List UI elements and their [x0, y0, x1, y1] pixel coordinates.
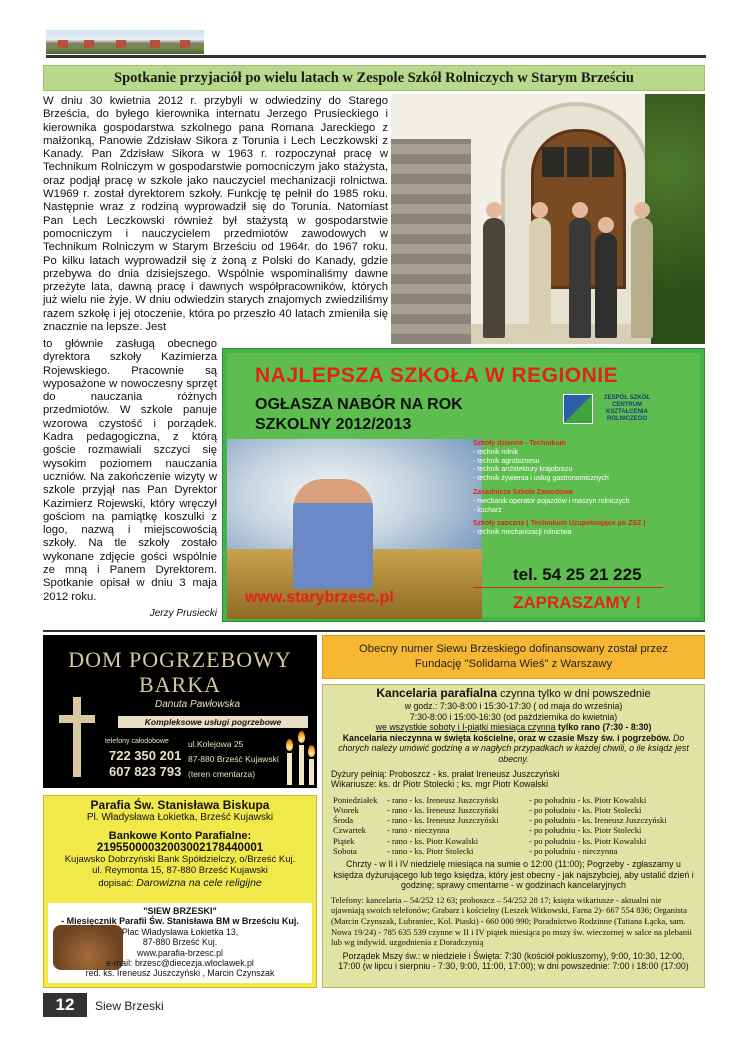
bank-label: Bankowe Konto Parafialne:	[108, 830, 252, 842]
cross-icon	[57, 697, 97, 777]
funeral-name-2: BARKA	[138, 672, 221, 697]
magazine-editor: red. ks. Ireneusz Juszczyński , Marcin Czynszak	[85, 968, 275, 979]
publication-name: Siew Brzeski	[95, 999, 164, 1013]
ad-phone: tel. 54 25 21 225	[513, 565, 642, 584]
funeral-phone-label: telefony całodobowe	[105, 738, 169, 745]
donation-note: dopisać: Darowizna na cele religijne	[98, 877, 262, 889]
flame-icon	[298, 731, 305, 743]
magazine-subtitle: - Miesięcznik Parafii Św. Stanisława BM w Brześciu Kuj.	[61, 916, 299, 927]
ad-headline: NAJLEPSZA SZKOŁA W REGIONIE	[255, 364, 619, 387]
funeral-address-1: ul.Kolejowa 25	[188, 739, 244, 749]
funding-notice: Obecny numer Siewu Brzeskiego dofinansowany został przez Fundację "Solidarna Wieś" z Warszawy	[322, 635, 705, 679]
bank-name: Kujawsko Dobrzyński Bank Spółdzielczy, o/Brześć Kuj.	[64, 854, 296, 865]
article-author: Jerzy Prusiecki	[149, 608, 217, 619]
bank-account: 21955000032003002178440001	[96, 842, 264, 854]
magazine-address-2: 87-880 Brześć Kuj.	[142, 937, 218, 948]
schedule-row: Piątek - rano - ks. Piotr Kowalski - po południu - ks. Piotr Kowalski	[333, 835, 647, 846]
magazine-address-1: Plac Władysława Łokietka 13,	[121, 926, 239, 937]
office-phones: Telefony: kancelaria – 54/252 12 63; proboszcz – 54/252 28 17; księża wikariusze - aktualni nie ujawniają swoich telefonów; Grabarz i kościelny (Leszek Witkowski, Farna 2)- 667 554 836; Organista (Marcin Czynszak, Lubraniec, Kol. Piaski) - 660 000 990; Poradnictwo Rodzinne (Tatiana Łącka, sam. Nowa 19/24) - 785 635 539 czynne w II i IV piątek miesiąca po mszy św. wieczornej w salce na plebanii lub wg indywid. uzgodnienia z Doradczynią	[331, 894, 692, 948]
magazine-website[interactable]: www.parafia-brzesc.pl	[136, 947, 224, 958]
office-duty-2: Wikariusze: ks. dr Piotr Stolecki ; ks. mgr Piotr Kowalski	[331, 779, 549, 790]
ad-divider	[473, 587, 663, 588]
ad-photo-farmer	[293, 479, 373, 589]
office-duty-1: Dyżury pełnią: Proboszcz - ks. prałat Ireneusz Juszczyński	[331, 768, 560, 779]
office-masses: Porządek Mszy św.: w niedziele i Święta: 7:30 (kościół pokluszorny), 9:00, 10:30, 12:00, 17:00 (w lipcu i sierpniu - 7:30, 9:00, 11:00, 17:00); w dni powszednie: 7:00 i 18:00 (17:00)	[338, 950, 689, 972]
office-hours-1: w godz.: 7:30-8:00 i 15:30-17:30 ( od maja do września)	[404, 701, 623, 711]
page-number: 12	[43, 993, 87, 1017]
ad-subhead: OGŁASZA NABÓR NA ROK SZKOLNY 2012/2013	[255, 396, 463, 433]
funeral-name-1: DOM POGRZEBOWY	[68, 647, 292, 672]
magazine-title: "SIEW BRZESKI"	[143, 906, 217, 916]
flame-icon	[308, 745, 315, 757]
article-title: Spotkanie przyjaciół po wielu latach w Zespole Szkół Rolniczych w Starym Brześciu	[114, 69, 634, 86]
school-logo-icon	[563, 394, 593, 424]
ad-closing: ZAPRASZAMY !	[513, 593, 642, 612]
office-saturday: we wszystkie soboty i I-piątki miesiąca czynna tylko rano (7:30 - 8:30)	[375, 722, 652, 733]
funeral-address-2: 87-880 Brześć Kujawski	[188, 754, 279, 764]
header-divider	[46, 55, 706, 58]
schedule-row: Czwartek - rano - nieczynna - po południu - ks. Piotr Stolecki	[333, 825, 642, 836]
parish-info-box	[43, 795, 317, 988]
flame-icon	[286, 739, 293, 751]
schedule-row: Sobota - rano - ks. Piotr Stolecki - po południu - nieczynna	[333, 845, 618, 856]
office-title: Kancelaria parafialna czynna tylko w dni powszednie	[376, 686, 651, 700]
header-photo	[46, 30, 204, 54]
article-title-bar	[43, 65, 705, 91]
article-body-lower: to głównie zasługą obecnego dyrektora szkoły Kazimierza Rojewskiego. Pracownie są wyposażone w nowoczesny sprzęt do nauczania różnych przedmiotów. W szkole panuje wzorowa czystość i porządek. Kadra pedagogiczna, z którą goście rozmawiali szczyci się wysokim poziomem nauczania uczniów. Na zakończenie wizyty w szkole przyjął nas Pan Dyrektor Kazimierz Rojewski, który wręczył gościom na pamiątkę koszulki z logo, nazwą i miejscowością szkoły. Na tle szkoły zostało wykonane zdjęcie gości wspólnie ze mną i Panem Dyrektorem. Spotkanie opisał w dniu 3 maja 2012 roku.	[43, 338, 217, 603]
ad-url[interactable]: www.starybrzesc.pl	[245, 589, 394, 606]
parish-office-box	[322, 684, 705, 988]
schedule-row: Wtorek - rano - ks. Ireneusz Juszczyński - po południu - ks. Piotr Stolecki	[333, 804, 642, 815]
schedule-row: Środa - rano - ks. Ireneusz Juszczyński - po południu - ks. Ireneusz Juszczyński	[333, 815, 667, 826]
magazine-email[interactable]: e-mail: brzesc@diecezja.wloclawek.pl	[106, 958, 254, 969]
funeral-phone-2: 607 823 793	[109, 764, 182, 779]
funeral-service: Kompleksowe usługi pogrzebowe	[118, 716, 308, 728]
parish-name: Parafia Św. Stanisława Biskupa	[90, 798, 270, 812]
funeral-home-ad	[43, 635, 317, 788]
school-advertisement	[222, 348, 705, 622]
office-hours-2: 7:30-8:00 i 15:00-16:30 (od października do kwietnia)	[409, 711, 618, 722]
section-divider	[43, 630, 705, 632]
office-baptisms: Chrzty - w II i IV niedzielę miesiąca na sumie o 12:00 (11:00); Pogrzeby - zgłaszamy u księdza dyżurującego lub tego księdza, który jest obecny - jak najszybciej, aby ustalić dzień i godzinę; sprawy cmentarne - w godzinach kancelaryjnych	[333, 858, 694, 891]
magazine-info	[48, 903, 312, 983]
schedule-row: Poniedziałek - rano - ks. Ireneusz Juszczyński - po południu - ks. Piotr Kowalski	[333, 794, 647, 805]
funeral-phone-1: 722 350 201	[109, 748, 182, 763]
article-body-upper: W dniu 30 kwietnia 2012 r. przybyli w odwiedziny do Starego Brześcia, do byłego kierownika internatu Jerzego Prusieckiego i kierownika gospodarstwa szkolnego pana Romana Jareckiego z małżonką, Panowie Zdzisław Sikora z Torunia i Lech Leczkowski z Kanady. Pan Zdzisław Sikora w 1963 r. rozpoczynał pracę w Technikum Rolniczym w gospodarstwie pomocniczym jako stażysta, oraz podjął pracę w szkole jako nauczyciel mechanizacji rolnictwa. W1969 r. został dyrektorem szkoły. Funkcję tę pełnił do 1985 roku. Następnie wraz z rodziną wyprowadził się do Torunia. Natomiast Pan Lech Leczkowski również był stażystą w gospodarstwie pomocniczym i nauczycielem przedmiotów zawodowych w Technikum Rolniczym w Starym Brześciu od 1964r. do 1967 roku. Po kilku latach wyprowadził się z żoną z Polski do Kanady, gdzie przebywa do dnia dzisiejszego. Wspólnie wspominaliśmy dawne przeżyte lata, dawną pracę i dawnych współpracowników, których już wielu nie żyje. W dniu odwiedzin starych znajomych zwiedziliśmy razem szkołę i jej otoczenie, która po przeszło 40 latach zmieniła się znacznie na lepsze. Jest	[43, 95, 388, 334]
ad-course-list: Szkoły dzienne - Technikum - technik rolnik - technik agrobiznesu - technik architektury krajobrazu - technik żywienia i usług gastronomicznych Zasadnicza Szkoła Zawodowa - mechanik operator pojazdów i maszyn rolniczych - kucharz Szkoły zaoczne ( Technikum Uzupełniające po ZSZ ) - technik mechanizacji rolnictwa	[473, 440, 646, 537]
school-logo: ZESPÓŁ SZKÓŁ CENTRUM KSZTAŁCENIA ROLNICZEGO	[563, 394, 663, 432]
bank-address: ul. Reymonta 15, 87-880 Brześć Kujawski	[92, 865, 268, 876]
office-closed-note: Kancelaria nieczynna w święta kościelne, oraz w czasie Mszy św. i pogrzebów. Do chorych należy umówić godzinę a w nagłych przypadkach w każdej chwili, o ile ksiądz jest obecny.	[338, 732, 689, 764]
candle-icon	[287, 753, 292, 785]
candle-icon	[299, 745, 304, 785]
article-photo	[391, 94, 705, 344]
funeral-owner: Danuta Pawłowska	[155, 699, 241, 710]
parish-address: Pl. Władysława Łokietka, Brześć Kujawski	[86, 812, 274, 823]
funeral-address-3: (teren cmentarza)	[188, 769, 256, 779]
candle-icon	[309, 759, 314, 785]
